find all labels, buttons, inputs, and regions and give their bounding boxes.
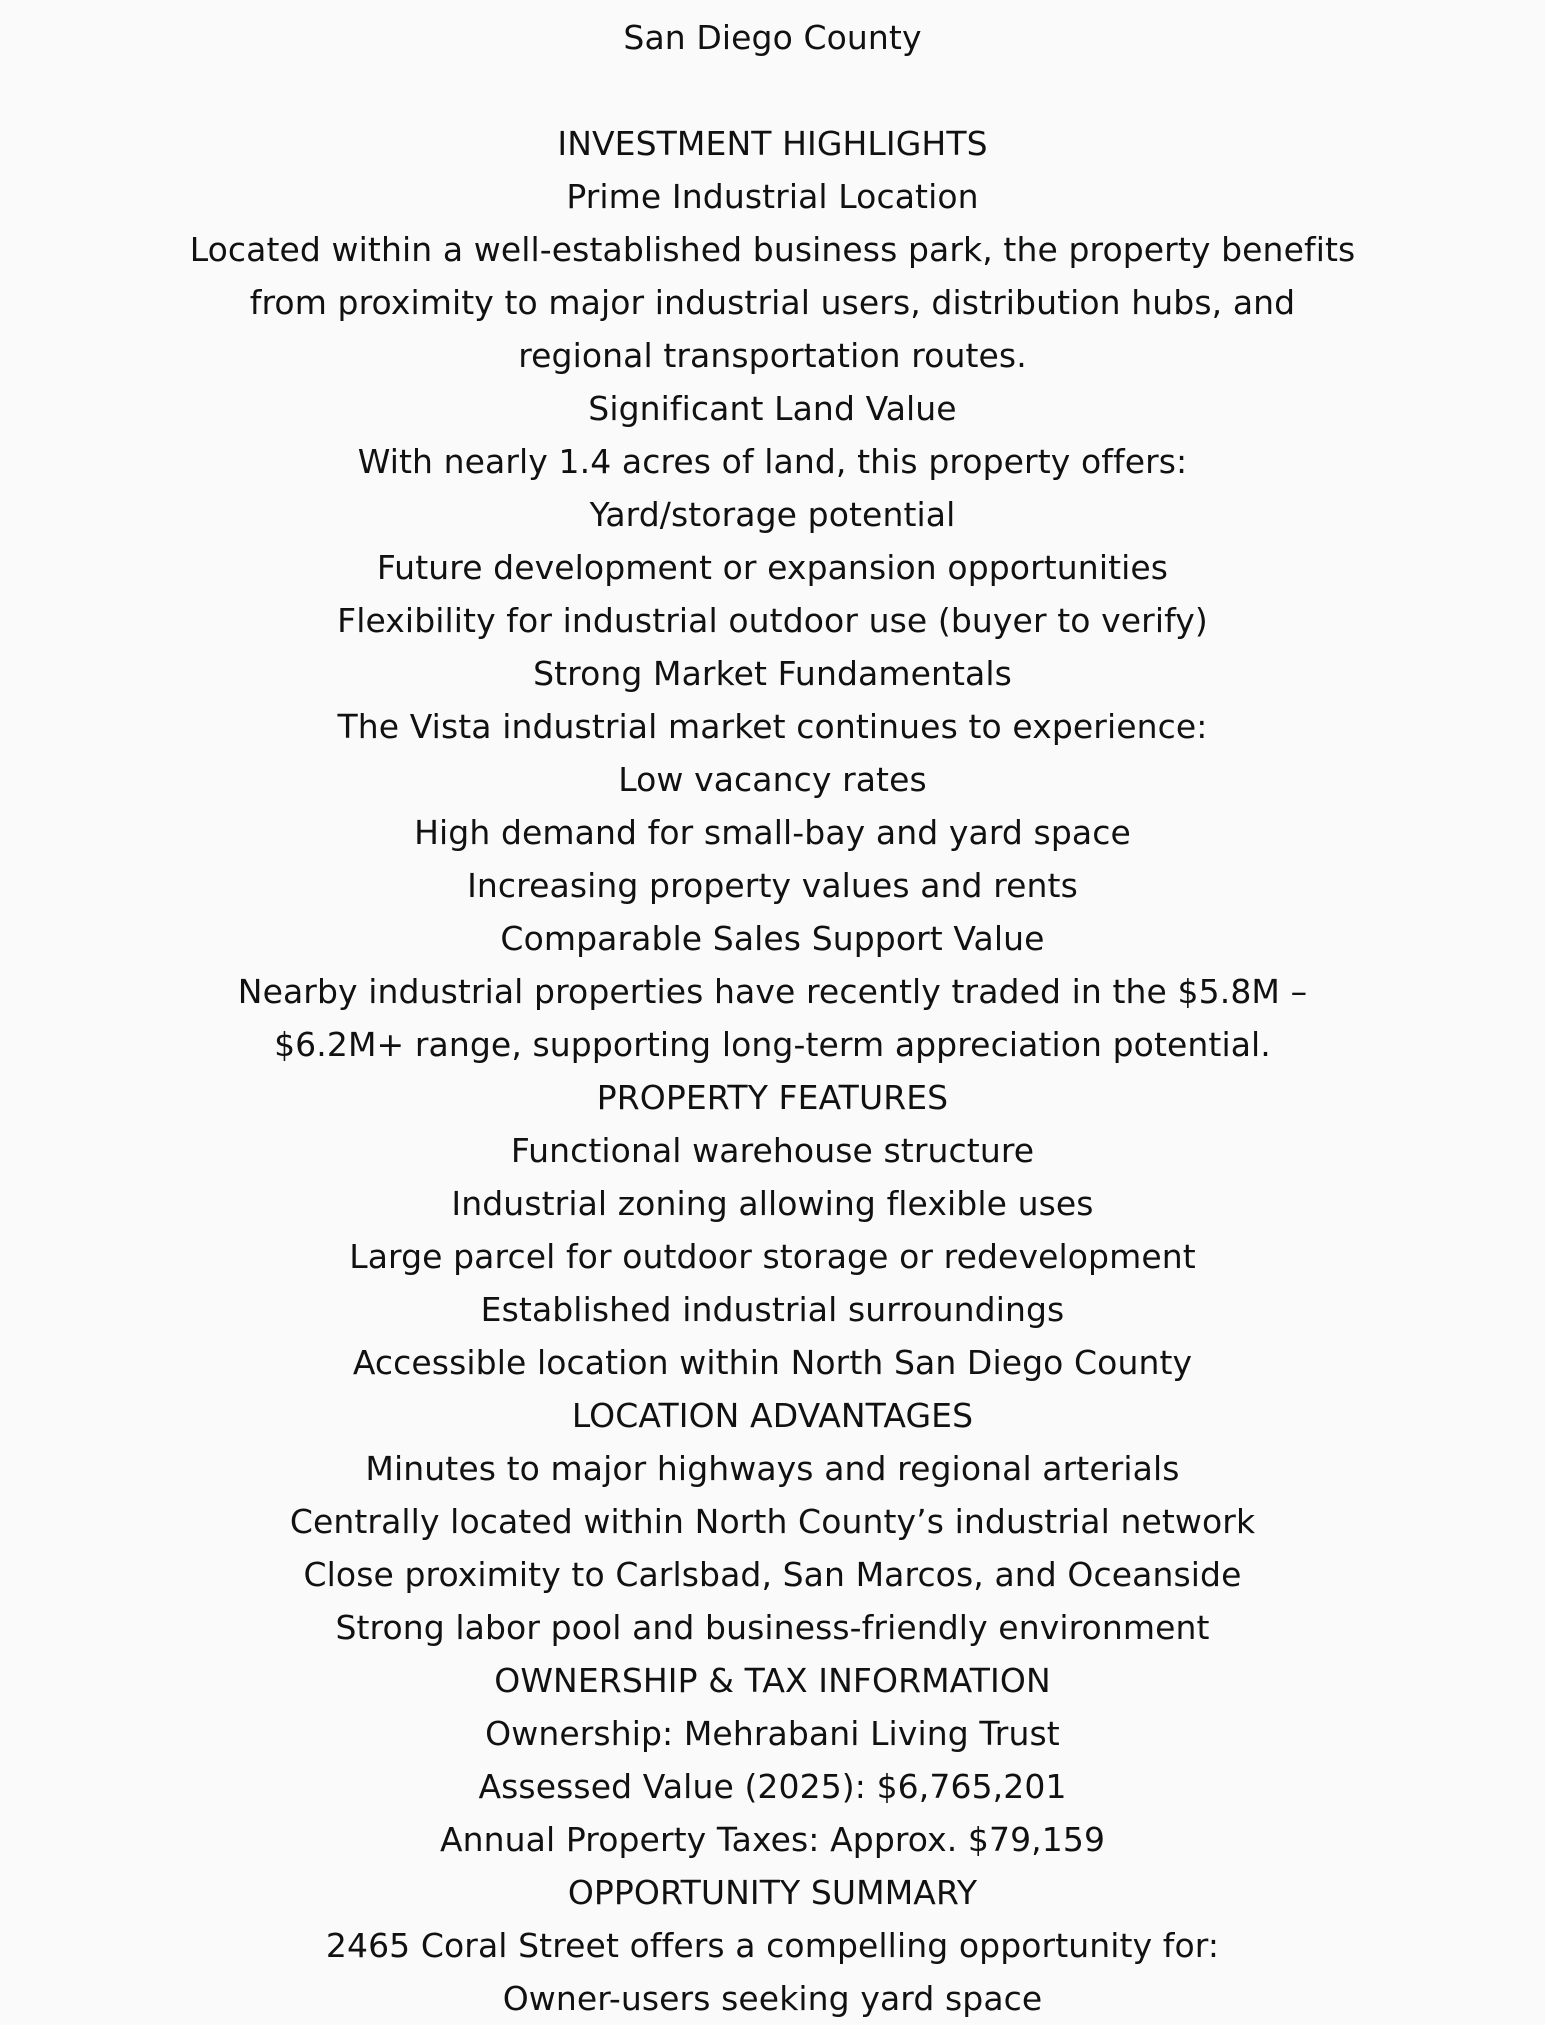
opportunity-summary-title: OPPORTUNITY SUMMARY [567,1873,978,1912]
property-feature-item: Accessible location within North San Diego County [352,1343,1193,1382]
comparable-sales-heading: Comparable Sales Support Value [500,919,1045,958]
market-fundamentals-heading: Strong Market Fundamentals [533,654,1012,693]
location-advantage-item: Strong labor pool and business-friendly environment [335,1608,1210,1647]
opportunity-summary-intro: 2465 Coral Street offers a compelling opportunity for: [325,1926,1220,1965]
property-features-title: PROPERTY FEATURES [596,1078,949,1117]
location-advantage-item: Centrally located within North County’s industrial network [289,1502,1256,1541]
ownership-line: Ownership: Mehrabani Living Trust [485,1714,1060,1753]
market-fundamentals-intro: The Vista industrial market continues to experience: [337,707,1208,746]
property-feature-item: Industrial zoning allowing flexible uses [451,1184,1094,1223]
location-advantages-title: LOCATION ADVANTAGES [571,1396,974,1435]
location-advantage-item: Minutes to major highways and regional arterials [365,1449,1180,1488]
location-advantage-item: Close proximity to Carlsbad, San Marcos, and Oceanside [303,1555,1242,1594]
market-fundamentals-item: Low vacancy rates [618,760,927,799]
location-header: San Diego County [623,18,922,57]
land-value-item: Flexibility for industrial outdoor use (buyer to verify) [337,601,1208,640]
assessed-value-line: Assessed Value (2025): $6,765,201 [478,1767,1067,1806]
land-value-item: Yard/storage potential [589,495,956,534]
market-fundamentals-item: High demand for small-bay and yard space [414,813,1131,852]
prime-location-heading: Prime Industrial Location [566,177,979,216]
land-value-intro: With nearly 1.4 acres of land, this property offers: [357,442,1188,481]
property-feature-item: Large parcel for outdoor storage or redevelopment [349,1237,1196,1276]
opportunity-summary-item: Owner-users seeking yard space [502,1979,1043,2018]
land-value-item: Future development or expansion opportunities [376,548,1169,587]
investment-highlights-title: INVESTMENT HIGHLIGHTS [557,124,988,163]
market-fundamentals-item: Increasing property values and rents [467,866,1078,905]
annual-taxes-line: Annual Property Taxes: Approx. $79,159 [439,1820,1106,1859]
ownership-tax-title: OWNERSHIP & TAX INFORMATION [494,1661,1051,1700]
comparable-sales-body: Nearby industrial properties have recently traded in the $5.8M – $6.2M+ range, supporting long-term appreciation potential. [237,972,1308,1064]
property-feature-item: Functional warehouse structure [510,1131,1035,1170]
prime-location-body: Located within a well-established business park, the property benefits from proximity to major industrial users, distribution hubs, and regional transportation routes. [189,230,1356,375]
property-feature-item: Established industrial surroundings [480,1290,1065,1329]
land-value-heading: Significant Land Value [588,389,957,428]
